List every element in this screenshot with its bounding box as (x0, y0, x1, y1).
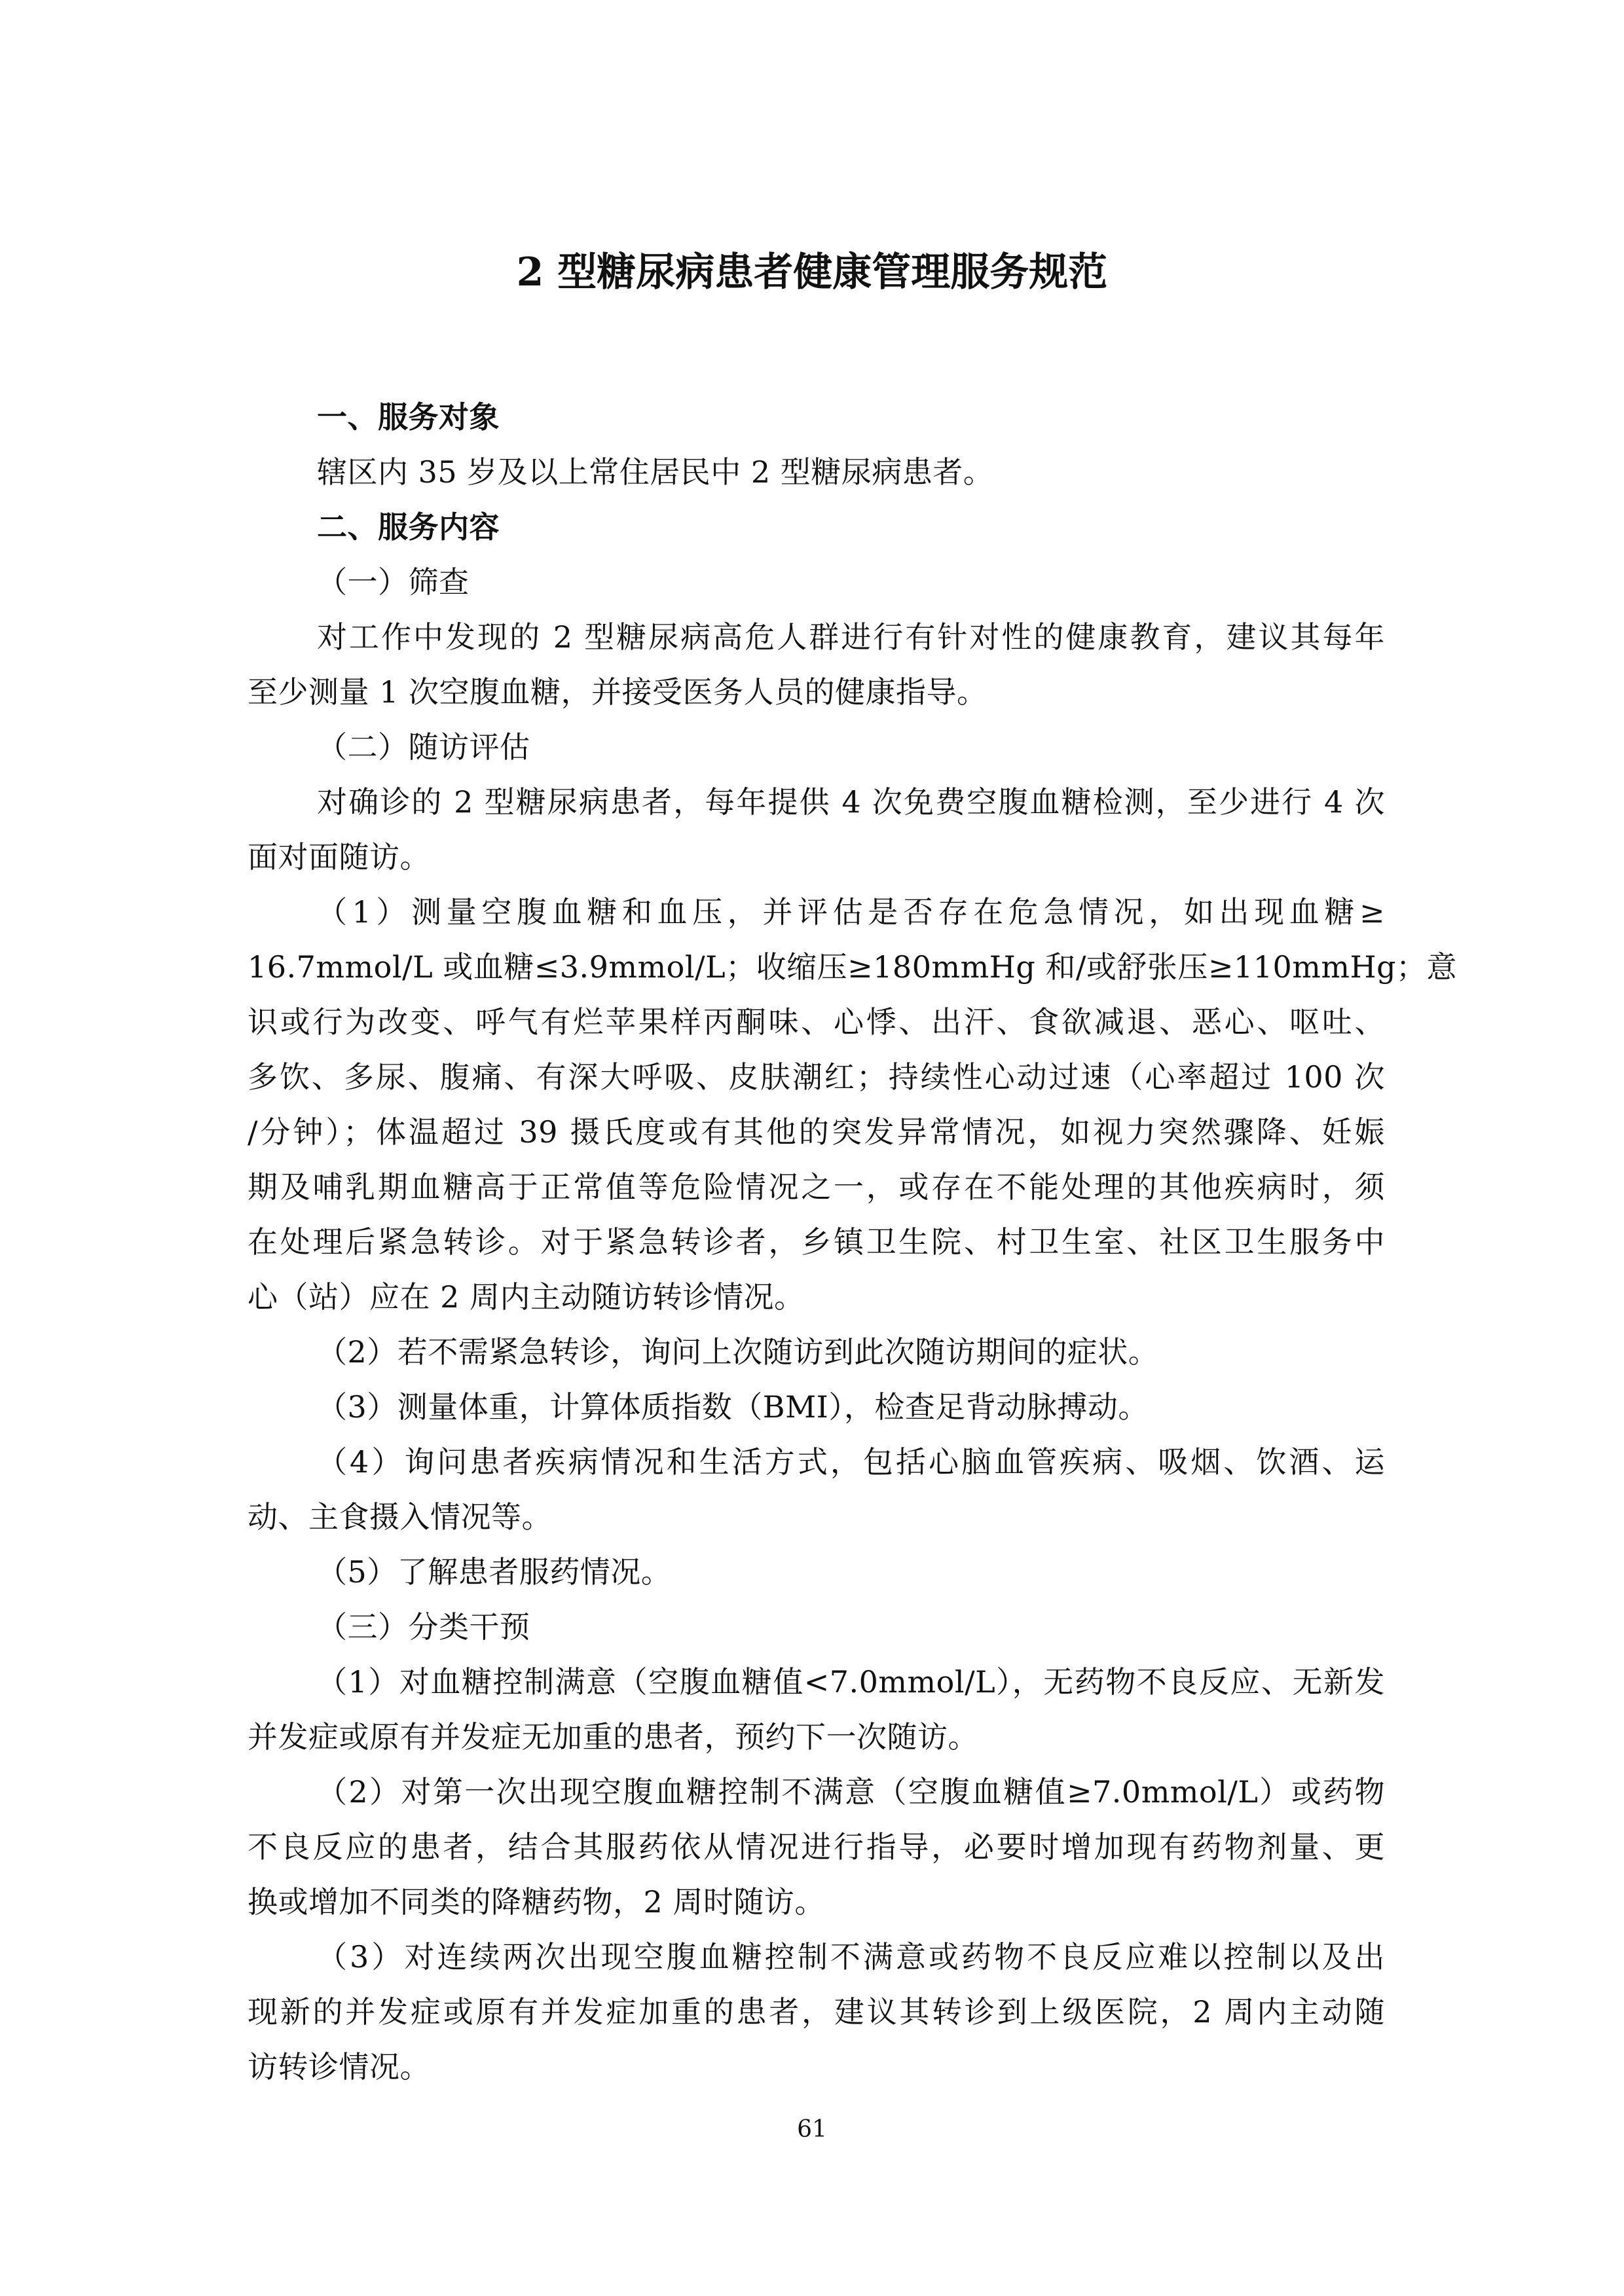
text-line: 识或行为改变、呼气有烂苹果样丙酮味、心悸、出汗、食欲减退、恶心、呕吐、 (248, 1004, 1385, 1040)
text-line: （1）对血糖控制满意（空腹血糖值<7.0mmol/L），无药物不良反应、无新发 (317, 1664, 1385, 1700)
text-line: 对工作中发现的 2 型糖尿病高危人群进行有针对性的健康教育，建议其每年 (317, 619, 1385, 655)
subsection-heading (248, 720, 1385, 774)
text-line: （1）测量空腹血糖和血压，并评估是否存在危急情况，如出现血糖≥ (317, 894, 1385, 930)
text-line: 访转诊情况。 (248, 2049, 430, 2085)
document-title: 2 型糖尿病患者健康管理服务规范 (516, 249, 1108, 295)
text-line: 不良反应的患者，结合其服药依从情况进行指导，必要时增加现有药物剂量、更 (248, 1829, 1385, 1865)
paragraph (248, 1379, 1385, 1434)
paragraph (248, 1764, 1385, 1929)
paragraph (248, 1324, 1385, 1379)
subsection-heading (248, 555, 1385, 610)
text-line: （二）随访评估 (317, 729, 530, 765)
paragraph (248, 445, 1385, 500)
text-line: 现新的并发症或原有并发症加重的患者，建议其转诊到上级医院，2 周内主动随 (248, 1994, 1385, 2030)
text-line: 辖区内 35 岁及以上常住居民中 2 型糖尿病患者。 (317, 454, 994, 490)
page-number: 61 (797, 2116, 827, 2143)
paragraph (248, 610, 1385, 720)
text-line: （一）筛查 (317, 564, 470, 600)
text-line: 至少测量 1 次空腹血糖，并接受医务人员的健康指导。 (248, 674, 987, 710)
paragraph (248, 1654, 1385, 1764)
paragraph (248, 1929, 1385, 2094)
text-line: 对确诊的 2 型糖尿病患者，每年提供 4 次免费空腹血糖检测，至少进行 4 次 (317, 784, 1385, 820)
text-line: （2）若不需紧急转诊，询问上次随访到此次随访期间的症状。 (317, 1334, 1159, 1370)
text-line: 动、主食摄入情况等。 (248, 1499, 552, 1535)
text-line: 在处理后紧急转诊。对于紧急转诊者，乡镇卫生院、村卫生室、社区卫生服务中 (248, 1224, 1385, 1260)
section-heading (248, 500, 1385, 555)
paragraph (248, 1544, 1385, 1599)
text-line: 多饮、多尿、腹痛、有深大呼吸、皮肤潮红；持续性心动过速（心率超过 100 次 (248, 1059, 1385, 1095)
section-heading (248, 390, 1385, 445)
text-line: （4）询问患者疾病情况和生活方式，包括心脑血管疾病、吸烟、饮酒、运 (317, 1444, 1385, 1480)
text-line: 期及哺乳期血糖高于正常值等危险情况之一，或存在不能处理的其他疾病时，须 (248, 1169, 1385, 1205)
text-line: 一、服务对象 (317, 399, 500, 435)
text-line: /分钟）；体温超过 39 摄氏度或有其他的突发异常情况，如视力突然骤降、妊娠 (248, 1114, 1385, 1150)
text-line: （三）分类干预 (317, 1609, 530, 1645)
subsection-heading (248, 1599, 1385, 1654)
document-body (248, 390, 1458, 2094)
text-line: 换或增加不同类的降糖药物，2 周时随访。 (248, 1884, 825, 1920)
text-line: （2）对第一次出现空腹血糖控制不满意（空腹血糖值≥7.0mmol/L）或药物 (317, 1774, 1385, 1810)
text-line: 并发症或原有并发症无加重的患者，预约下一次随访。 (248, 1719, 978, 1755)
paragraph (248, 774, 1385, 884)
text-line: 面对面随访。 (248, 839, 430, 875)
text-line: （3）测量体重，计算体质指数（BMI），检查足背动脉搏动。 (317, 1389, 1149, 1425)
text-line: 二、服务内容 (317, 509, 500, 545)
paragraph (248, 1434, 1385, 1544)
paragraph (248, 884, 1458, 1324)
text-line: （3）对连续两次出现空腹血糖控制不满意或药物不良反应难以控制以及出 (317, 1939, 1385, 1975)
text-line: 16.7mmol/L 或血糖≤3.9mmol/L；收缩压≥180mmHg 和/或舒张压≥110mmHg；意 (248, 949, 1458, 985)
text-line: （5）了解患者服药情况。 (317, 1554, 672, 1590)
text-line: 心（站）应在 2 周内主动随访转诊情况。 (248, 1279, 805, 1315)
